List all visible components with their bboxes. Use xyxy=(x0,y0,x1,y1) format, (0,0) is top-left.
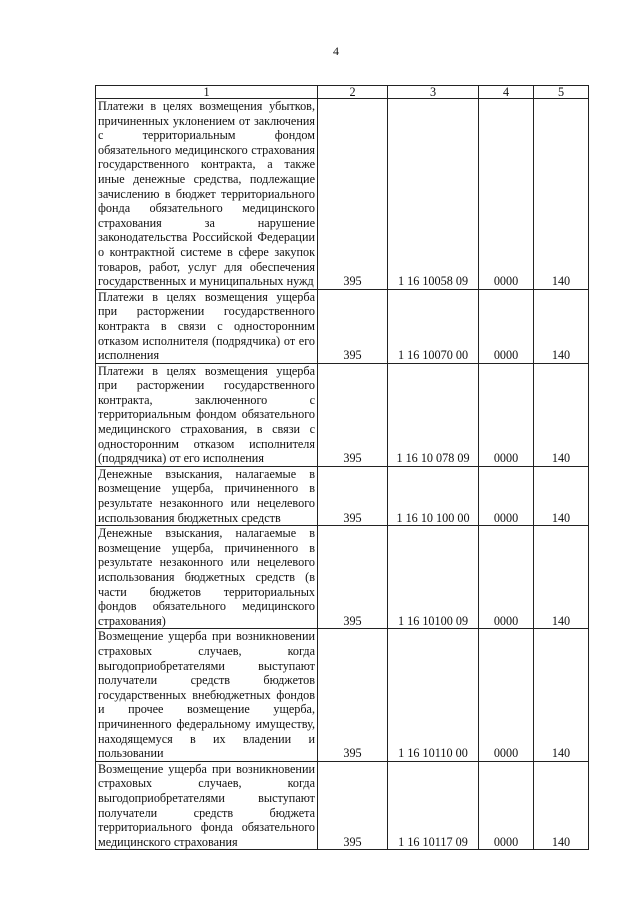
row-description: Возмещение ущерба при возникновении страховых случаев, когда выгодоприобретателями выступают получатели средств бюджета территориального фонда обязательного медицинского страхования xyxy=(96,761,318,850)
table-row xyxy=(96,629,589,761)
table-row xyxy=(96,363,589,466)
revenue-code: 1 16 10110 00 xyxy=(388,629,479,761)
column-header: 2 xyxy=(318,86,388,99)
classification-code: 140 xyxy=(534,466,589,525)
admin-code: 395 xyxy=(318,761,388,850)
program-code: 0000 xyxy=(479,761,534,850)
column-header: 1 xyxy=(96,86,318,99)
admin-code: 395 xyxy=(318,363,388,466)
table-row xyxy=(96,761,589,850)
row-description: Платежи в целях возмещения ущерба при расторжении государственного контракта в связи с односторонним отказом исполнителя (подрядчика) от его исполнения xyxy=(96,289,318,363)
classification-code: 140 xyxy=(534,526,589,629)
column-header: 4 xyxy=(479,86,534,99)
classification-code: 140 xyxy=(534,363,589,466)
admin-code: 395 xyxy=(318,526,388,629)
program-code: 0000 xyxy=(479,99,534,290)
row-description: Платежи в целях возмещения убытков, причиненных уклонением от заключения с территориальным фондом обязательного медицинского страхования государственного контракта, а также иные денежные средства, подлежащие зачислению в бюджет территориального фонда обязательного медицинского страхования за нарушение законодательства Российской Федерации о контрактной системе в сфере закупок товаров, работ, услуг для обеспечения государственных и муниципальных нужд xyxy=(96,99,318,290)
budget-classification-table xyxy=(95,85,589,850)
program-code: 0000 xyxy=(479,526,534,629)
admin-code: 395 xyxy=(318,629,388,761)
table-row xyxy=(96,289,589,363)
classification-code: 140 xyxy=(534,761,589,850)
admin-code: 395 xyxy=(318,99,388,290)
row-description: Платежи в целях возмещения ущерба при расторжении государственного контракта, заключенного с территориальным фондом обязательного медицинского страхования, в связи с односторонним отказом исполнителя (подрядчика) от его исполнения xyxy=(96,363,318,466)
row-description: Денежные взыскания, налагаемые в возмещение ущерба, причиненного в результате незаконного или нецелевого использования бюджетных средств (в части бюджетов территориальных фондов обязательного медицинского страхования) xyxy=(96,526,318,629)
revenue-code: 1 16 10058 09 xyxy=(388,99,479,290)
program-code: 0000 xyxy=(479,363,534,466)
revenue-code: 1 16 10070 00 xyxy=(388,289,479,363)
table-row xyxy=(96,526,589,629)
admin-code: 395 xyxy=(318,289,388,363)
program-code: 0000 xyxy=(479,629,534,761)
page-number: 4 xyxy=(333,44,339,58)
program-code: 0000 xyxy=(479,289,534,363)
classification-code: 140 xyxy=(534,629,589,761)
table-row xyxy=(96,99,589,290)
classification-code: 140 xyxy=(534,99,589,290)
program-code: 0000 xyxy=(479,466,534,525)
revenue-code: 1 16 10117 09 xyxy=(388,761,479,850)
table-header-row xyxy=(96,86,589,99)
revenue-code: 1 16 10100 09 xyxy=(388,526,479,629)
table-row xyxy=(96,466,589,525)
row-description: Возмещение ущерба при возникновении страховых случаев, когда выгодоприобретателями выступают получатели средств бюджетов государственных внебюджетных фондов и прочее возмещение ущерба, причиненного федеральному имуществу, находящемуся в их владении и пользовании xyxy=(96,629,318,761)
column-header: 3 xyxy=(388,86,479,99)
admin-code: 395 xyxy=(318,466,388,525)
revenue-code: 1 16 10 100 00 xyxy=(388,466,479,525)
row-description: Денежные взыскания, налагаемые в возмещение ущерба, причиненного в результате незаконного или нецелевого использования бюджетных средств xyxy=(96,466,318,525)
classification-code: 140 xyxy=(534,289,589,363)
revenue-code: 1 16 10 078 09 xyxy=(388,363,479,466)
column-header: 5 xyxy=(534,86,589,99)
